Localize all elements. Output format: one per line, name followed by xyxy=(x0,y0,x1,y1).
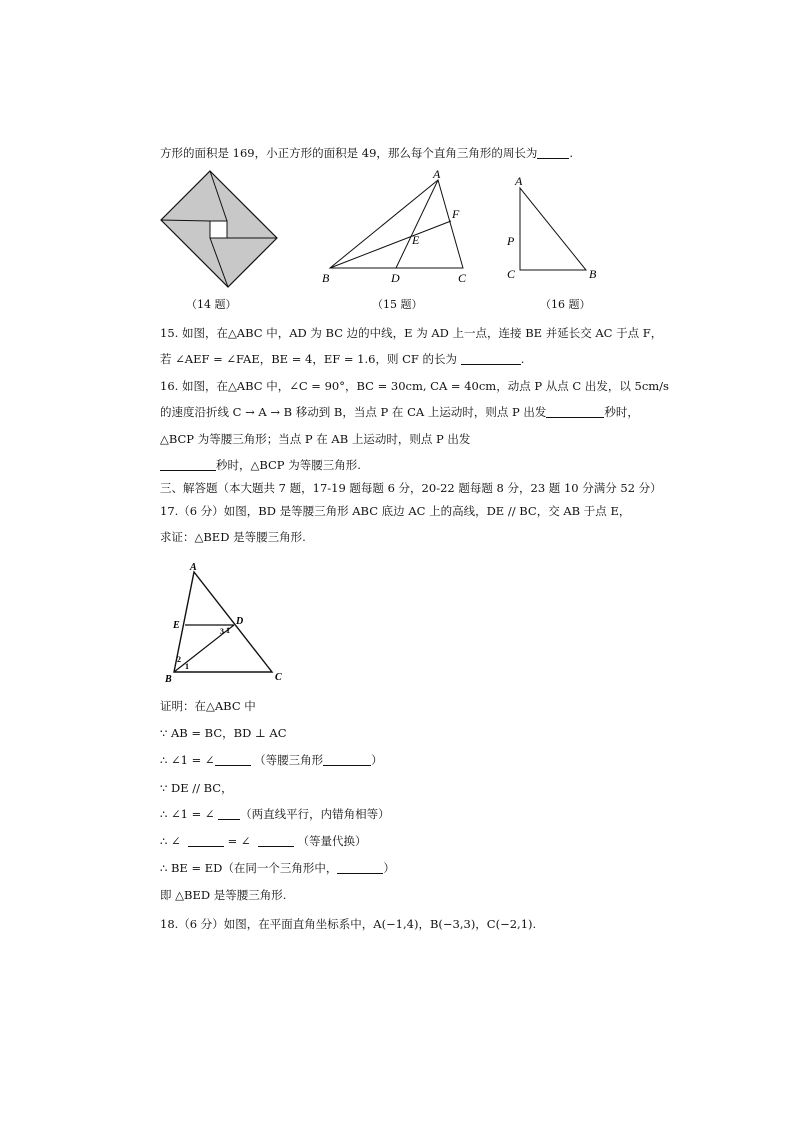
proof-6-reason: （等量代换） xyxy=(297,834,367,848)
q14-text: 方形的面积是 169，小正方形的面积是 49，那么每个直角三角形的周长为 xyxy=(160,146,538,160)
proof-line-3 xyxy=(160,752,383,768)
proof-blank-3[interactable] xyxy=(218,807,240,820)
proof-line-2: ∵ AB = BC，BD ⊥ AC xyxy=(160,726,287,740)
q16-text: 的速度沿折线 C → A → B 移动到 B，当点 P 在 CA 上运动时，则点 P 出发 xyxy=(160,405,547,419)
q15-text: 若 ∠AEF = ∠FAE，BE = 4，EF = 1.6，则 CF 的长为 xyxy=(160,352,458,366)
proof-line-7 xyxy=(160,860,395,876)
q15-line-2 xyxy=(160,351,524,367)
q16-text-end: 秒时， xyxy=(604,405,639,419)
right-triangle xyxy=(520,188,586,270)
proof-7-text: ∴ BE = ED（在同一个三角形中， xyxy=(160,861,338,875)
q15-line-1: 15. 如图，在△ABC 中，AD 为 BC 边的中线，E 为 AD 上一点，连接 BE 并延长交 AC 于点 F， xyxy=(160,326,663,340)
proof-5-reason: （两直线平行，内错角相等） xyxy=(240,807,390,821)
label-d: D xyxy=(236,616,244,627)
q16-line-2 xyxy=(160,404,639,420)
q16-answer-blank-2[interactable] xyxy=(160,458,216,471)
label-d: D xyxy=(391,271,400,285)
q16-line-1: 16. 如图，在△ABC 中，∠C = 90°，BC = 30cm, CA = 40cm，动点 P 从点 C 出发，以 5cm/s xyxy=(160,379,669,393)
q14-line xyxy=(160,145,573,161)
label-e: E xyxy=(412,233,420,247)
proof-blank-5[interactable] xyxy=(258,834,294,847)
q15-period: . xyxy=(520,352,525,366)
proof-blank-2[interactable] xyxy=(323,753,371,766)
proof-line-4: ∵ DE // BC， xyxy=(160,781,233,795)
proof-6-eq: = ∠ xyxy=(227,834,251,848)
figure-14 xyxy=(158,168,280,290)
figure-16 xyxy=(506,172,606,287)
segment-bd xyxy=(174,625,234,672)
proof-3-text: ∴ ∠1 = ∠ xyxy=(160,753,215,767)
angle-1-label: 1 xyxy=(185,662,189,671)
q16-line-4 xyxy=(160,457,361,473)
q17-line-2: 求证：△BED 是等腰三角形. xyxy=(160,530,306,544)
segment-bf xyxy=(330,221,451,268)
proof-3-reason: （等腰三角形 xyxy=(254,753,324,767)
label-c: C xyxy=(458,271,467,285)
proof-3-close: ） xyxy=(371,753,383,767)
figure-15 xyxy=(318,166,478,290)
q17-line-1: 17.（6 分）如图，BD 是等腰三角形 ABC 底边 AC 上的高线，DE // BC，交 AB 于点 E， xyxy=(160,504,631,518)
angle-3-label: 3 xyxy=(220,627,224,636)
label-p: P xyxy=(507,234,515,248)
angle-1-label-at-d: 1 xyxy=(226,626,230,635)
section-3-heading: 三、解答题（本大题共 7 题，17-19 题每题 6 分，20-22 题每题 8 分，23 题 10 分满分 52 分） xyxy=(160,481,662,495)
proof-6-text: ∴ ∠ xyxy=(160,834,181,848)
proof-line-6 xyxy=(160,833,366,849)
angle-2-label: 2 xyxy=(177,655,181,664)
proof-7-close: ） xyxy=(383,861,395,875)
label-b: B xyxy=(322,271,330,285)
label-e: E xyxy=(173,620,180,631)
triangle-abc xyxy=(174,572,272,672)
label-a: A xyxy=(515,174,523,188)
label-a: A xyxy=(433,167,441,181)
inner-square xyxy=(210,221,227,238)
proof-line-8: 即 △BED 是等腰三角形. xyxy=(160,888,287,902)
caption-15: （15 题） xyxy=(372,298,423,311)
label-c: C xyxy=(275,672,282,683)
label-b: B xyxy=(589,267,597,281)
q15-answer-blank[interactable] xyxy=(461,352,521,365)
label-f: F xyxy=(452,207,460,221)
median-ad xyxy=(396,180,438,268)
proof-blank-4[interactable] xyxy=(188,834,224,847)
caption-16: （16 题） xyxy=(540,298,591,311)
proof-line-5 xyxy=(160,806,390,822)
q16-answer-blank-1[interactable] xyxy=(546,405,604,418)
proof-blank-6[interactable] xyxy=(337,861,383,874)
q16-line-3: △BCP 为等腰三角形；当点 P 在 AB 上运动时，则点 P 出发 xyxy=(160,432,471,446)
label-b: B xyxy=(165,674,172,684)
q16-text-tail: 秒时，△BCP 为等腰三角形. xyxy=(216,458,361,472)
proof-line-1: 证明：在△ABC 中 xyxy=(160,699,256,713)
proof-blank-1[interactable] xyxy=(215,753,251,766)
q14-period: . xyxy=(569,146,574,160)
q14-answer-blank[interactable] xyxy=(537,146,569,159)
q18-line: 18.（6 分）如图，在平面直角坐标系中，A(−1,4)，B(−3,3)，C(−2,1). xyxy=(160,917,537,931)
label-a: A xyxy=(190,562,197,573)
proof-5-text: ∴ ∠1 = ∠ xyxy=(160,807,215,821)
caption-14: （14 题） xyxy=(186,298,237,311)
label-c: C xyxy=(507,267,516,281)
figure-17 xyxy=(164,560,294,684)
